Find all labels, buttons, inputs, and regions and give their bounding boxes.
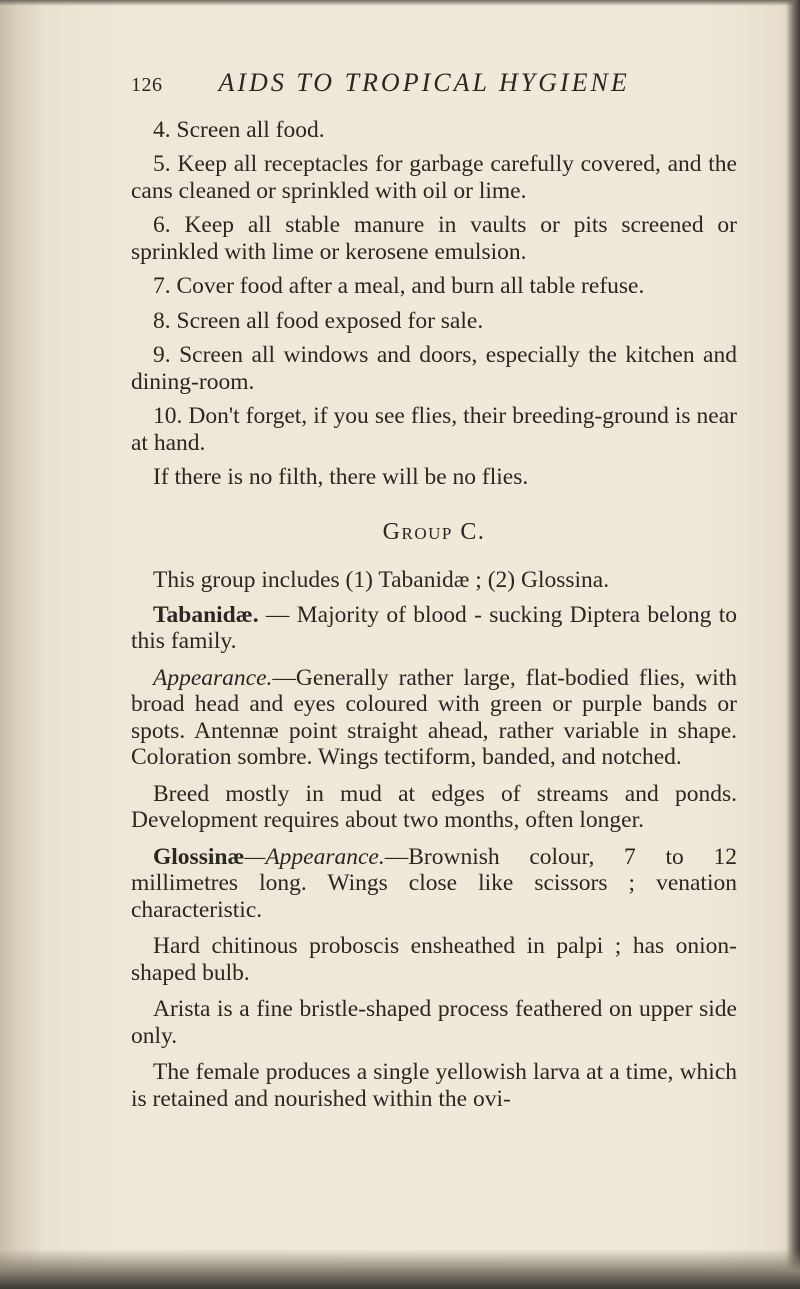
paragraph-breed: Breed mostly in mud at edges of streams and ponds. Development requires about two months, often longer. (131, 780, 737, 833)
page-number: 126 (131, 74, 163, 96)
list-item: 6. Keep all stable manure in vaults or pits screened or sprinkled with lime or kerosene emulsion. (131, 212, 737, 265)
page-bottom-edge (0, 1249, 800, 1289)
paragraph-proboscis: Hard chitinous proboscis ensheathed in palpi ; has onion-shaped bulb. (131, 933, 737, 986)
paragraph-intro: This group includes (1) Tabanidæ ; (2) Glossina. (153, 567, 610, 593)
list-item: 10. Don't forget, if you see flies, their breeding-ground is near at hand. (131, 403, 737, 456)
term-glossinae: Glossinæ (153, 843, 245, 870)
list-item: 9. Screen all windows and doors, especially the kitchen and dining-room. (131, 342, 737, 395)
list-item: 7. Cover food after a meal, and burn all table refuse. (153, 273, 645, 299)
page-top-edge (0, 0, 800, 6)
page-text-block (131, 70, 737, 1122)
list-item: 5. Keep all receptacles for garbage carefully covered, and the cans cleaned or sprinkled with oil or lime. (131, 151, 737, 204)
term-glossinae-appearance: —Appearance. (244, 843, 385, 870)
paragraph-tabanidae (131, 602, 737, 655)
appearance-text: —Generally rather large, flat-bodied flies, with broad head and eyes coloured with green or purple bands or spots. Antennæ point straight ahead, rather variable in shape. Coloration sombre. Wings tectiform, banded, and notched. (131, 664, 737, 770)
list-item: If there is no filth, there will be no flies. (153, 464, 529, 490)
paragraph-arista: Arista is a fine bristle-shaped process feathered on upper side only. (131, 996, 737, 1049)
list-item: 4. Screen all food. (153, 116, 325, 143)
paragraph-appearance (131, 665, 737, 771)
running-head: AIDS TO TROPICAL HYGIENE (218, 68, 630, 97)
glossinae-text: —Brownish colour, 7 to 12 millimetres long. Wings close like scissors ; venation characteristic. (131, 843, 737, 923)
list-item: 8. Screen all food exposed for sale. (153, 307, 484, 334)
term-tabanidae: Tabanidæ. (153, 601, 259, 628)
group-heading: Group C. (382, 518, 486, 545)
page-right-edge (786, 0, 800, 1289)
paragraph-glossinae (131, 844, 737, 924)
page-binding-shadow (0, 0, 44, 1289)
page-header (131, 70, 737, 99)
tabanidae-text: — Majority of blood - sucking Diptera belong to this family. (131, 601, 737, 654)
term-appearance: Appearance. (153, 664, 273, 691)
paragraph-female: The female produces a single yellowish larva at a time, which is retained and nourished within the ovi- (131, 1059, 737, 1112)
